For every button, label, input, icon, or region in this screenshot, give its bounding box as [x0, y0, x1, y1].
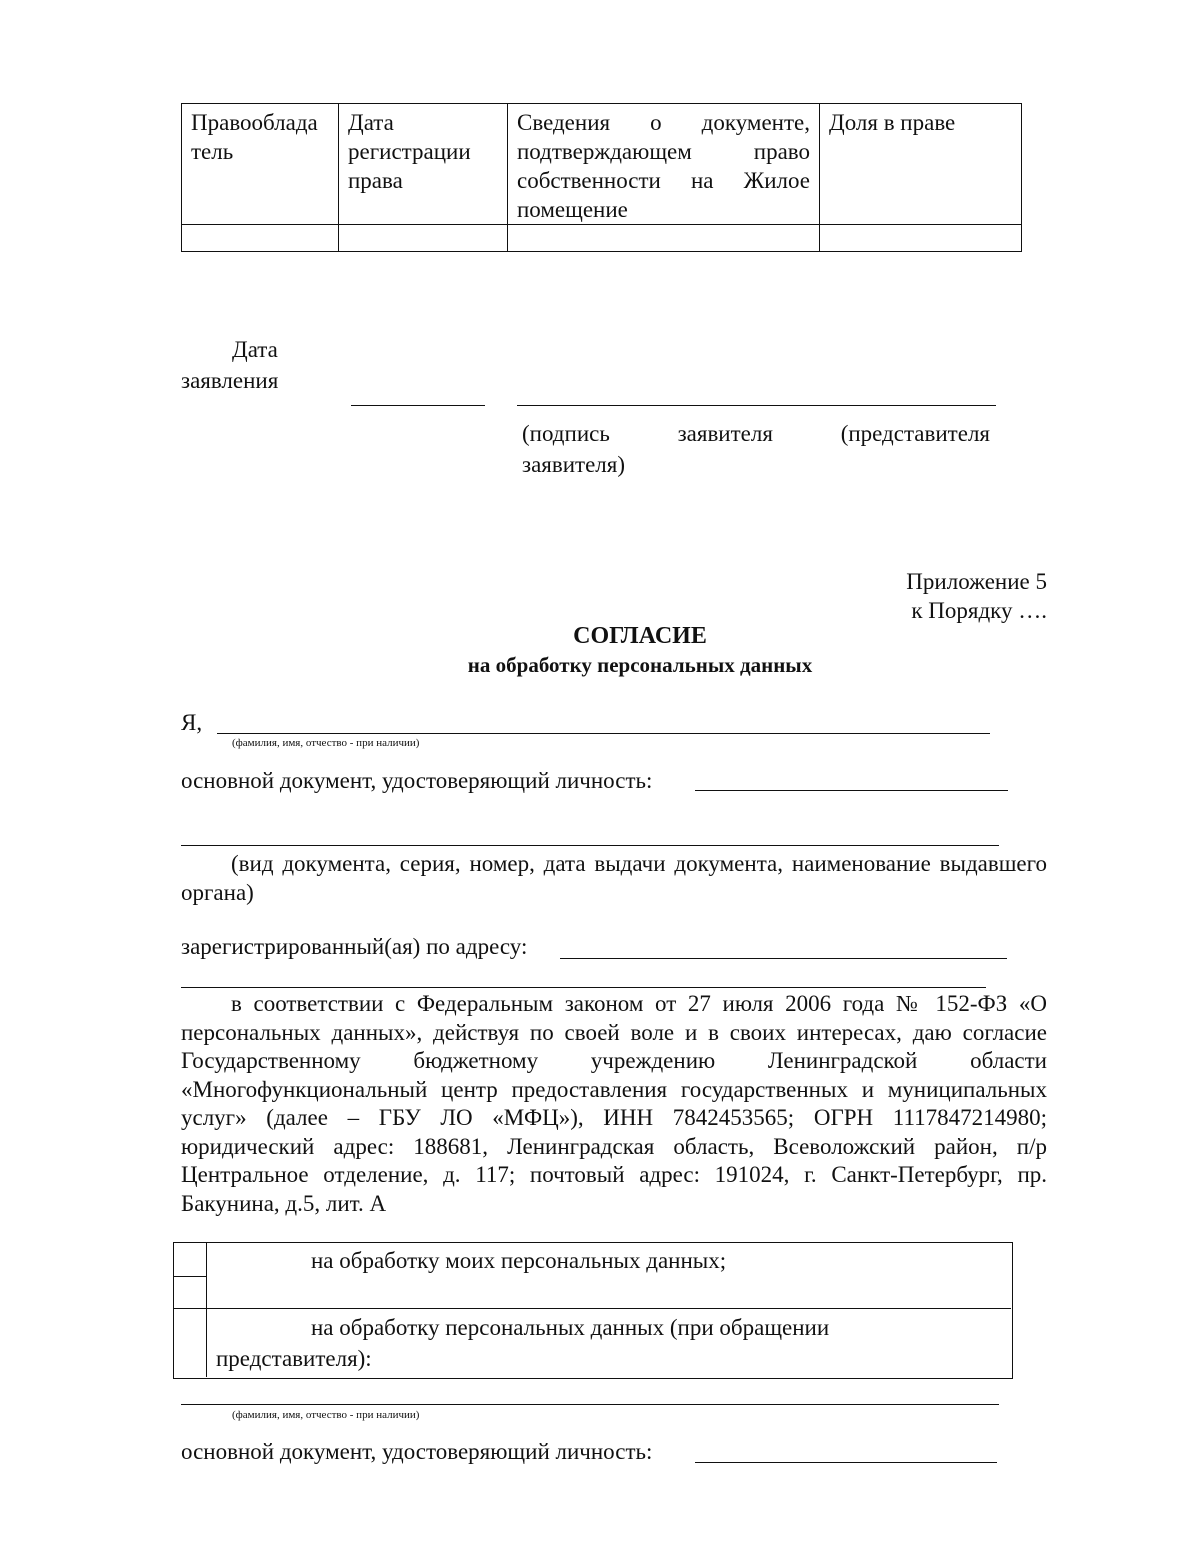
- id-document-line[interactable]: [695, 790, 1008, 791]
- consent-body-text: в соответствии с Федеральным законом от 27 июля 2006 года № 152-ФЗ «О персональных данных», действуя по своей воле и в своих интересах, даю согласие Государственному бюджетному учреждению Ленинградской области «Многофункциональный центр предоставления государственных и муниципальных услуг» (далее – ГБУ ЛО «МФЦ»), ИНН 7842453565; ОГРН 1117847214980; юридический адрес: 188681, Ленинградская область, Всеволожский район, п/р Центральное отделение, д. 117; почтовый адрес: 191024, г. Санкт-Петербург, пр. Бакунина, д.5, лит. А: [181, 991, 1047, 1216]
- signature-caption-line2: заявителя): [522, 452, 626, 477]
- owners-header-owner-line2: тель: [191, 139, 234, 164]
- owners-header-reg-date-line2: регистрации: [348, 139, 471, 164]
- application-date-label-line2: заявления: [181, 368, 279, 393]
- owners-header-document-line4: помещение: [517, 197, 628, 222]
- document-details-hint: (вид документа, серия, номер, дата выдачи документа, наименование выдавшего органа): [181, 851, 1047, 905]
- owners-header-share-line1: Доля в праве: [829, 110, 956, 135]
- owners-header-reg-date-line1: Дата: [348, 110, 394, 135]
- signature-line[interactable]: [517, 405, 996, 406]
- signature-caption-line1: [522, 419, 990, 448]
- option-representative-label-line1: на обработку персональных данных (при обращении: [311, 1315, 830, 1340]
- id-document-label: основной документ, удостоверяющий личность:: [181, 768, 653, 793]
- representative-id-document-line[interactable]: [695, 1462, 997, 1463]
- representative-fio-hint: (фамилия, имя, отчество - при наличии): [232, 1409, 420, 1421]
- representative-fio-line[interactable]: [181, 1404, 999, 1405]
- checkbox-representative-data[interactable]: [174, 1309, 205, 1375]
- signature-caption-word3: (представителя: [840, 421, 990, 446]
- owners-header-share: [820, 104, 1022, 225]
- owners-cell-share[interactable]: [820, 225, 1022, 252]
- owners-cell-reg-date[interactable]: [339, 225, 508, 252]
- checkbox-own-data-bottom: [173, 1276, 206, 1277]
- registered-address-line-2[interactable]: [181, 987, 986, 988]
- owners-header-reg-date: [339, 104, 508, 225]
- owners-header-owner: [182, 104, 339, 225]
- registered-address-label: зарегистрированный(ая) по адресу:: [181, 934, 528, 959]
- fio-hint: (фамилия, имя, отчество - при наличии): [232, 737, 420, 749]
- owners-header-document-line1: Сведения о документе,: [517, 110, 810, 135]
- representative-id-document-label: основной документ, удостоверяющий личность:: [181, 1439, 653, 1464]
- owners-header-document-line3: собственности на Жилое: [517, 168, 810, 193]
- registered-address-line[interactable]: [560, 958, 1007, 959]
- signature-caption-word1: (подпись: [522, 421, 610, 446]
- owners-header-reg-date-line3: права: [348, 168, 403, 193]
- owners-cell-document[interactable]: [508, 225, 820, 252]
- option-own-data-label: на обработку моих персональных данных;: [311, 1248, 727, 1273]
- application-date-line[interactable]: [351, 405, 485, 406]
- option-representative-label-line2: представителя):: [216, 1346, 372, 1371]
- owners-header-document: [508, 104, 820, 225]
- fio-field-line[interactable]: [217, 733, 990, 734]
- owners-table: [181, 103, 1022, 252]
- owners-cell-owner[interactable]: [182, 225, 339, 252]
- owners-table-empty-row: [182, 225, 1022, 252]
- i-label: Я,: [181, 710, 203, 735]
- consent-subtitle: на обработку персональных данных: [467, 653, 813, 677]
- checkbox-own-data[interactable]: [174, 1243, 205, 1275]
- consent-title: СОГЛАСИЕ: [573, 623, 707, 649]
- owners-header-owner-line1: Правооблада: [191, 110, 318, 135]
- appendix-number: Приложение 5: [906, 569, 1047, 594]
- appendix-reference: к Порядку ….: [911, 598, 1047, 623]
- owners-table-header-row: [182, 104, 1022, 225]
- application-date-label-line1: Дата: [232, 337, 278, 362]
- options-table-divider: [206, 1242, 207, 1377]
- signature-caption-word2: заявителя: [677, 421, 773, 446]
- options-row-separator: [173, 1308, 1011, 1309]
- owners-header-document-line2: подтверждающем право: [517, 139, 810, 164]
- id-document-line-2[interactable]: [181, 845, 999, 846]
